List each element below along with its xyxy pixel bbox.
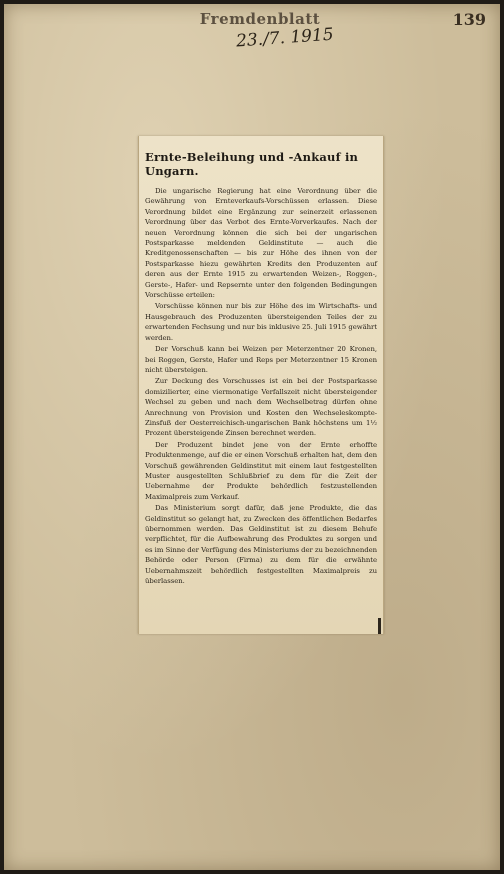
article-title: Ernte-Beleihung und -Ankauf in Ungarn. <box>145 150 359 178</box>
column-edge-mark <box>378 618 381 634</box>
article-paragraph: Die ungarische Regierung hat eine Verordnung über die Gewährung von Ernteverkaufs-Vorschüssen erlassen. Diese Verordnung bildet eine Ergänzung zur seinerzeit erlassenen Verordnung über das Verbot des Ernte-Vorverkaufes. Nach der neuen Verordnung können die sich bei der ungarischen Postsparkasse meldenden Geldinstitute — auch die Kreditgenossenschaften — bis zur Höhe des ihnen von der Postsparkasse hiezu gewährten Kredits den Produzenten auf deren aus der Ernte 1915 zu erwartenden Weizen-, Roggen-, Gerste-, Hafer- und Repsernte unter den folgenden Bedingungen Vorschüsse erteilen: <box>145 187 377 300</box>
article-paragraph: Der Vorschuß kann bei Weizen per Meterzentner 20 Kronen, bei Roggen, Gerste, Hafer und Reps per Meterzentner 15 Kronen nicht übersteigen. <box>145 345 377 374</box>
archive-page <box>4 4 500 870</box>
newspaper-masthead: Fremdenblatt <box>199 10 321 28</box>
article-paragraph: Zur Deckung des Vorschusses ist ein bei der Postsparkasse domizilierter, eine viermonatige Verfallszeit nicht übersteigender Wechsel zu geben und nach dem Wechselbetrag dürfen ohne Anrechnung von Provision und Kosten den Wechseleskompte-Zinsfuß der Oesterreichisch-ungarischen Bank höchstens um 1½ Prozent übersteigende Zinsen berechnet werden. <box>145 377 377 438</box>
newspaper-clipping <box>138 136 384 634</box>
handwritten-date: 23./7. 1915 <box>235 24 335 52</box>
page-number: 139 <box>452 10 486 29</box>
article-paragraph: Das Ministerium sorgt dafür, daß jene Produkte, die das Geldinstitut so gelangt hat, zu Zwecken des öffentlichen Bedarfes übernommen werden. Das Geldinstitut ist zu diesem Behufe verpflichtet, für die Aufbewahrung des Produktes zu sorgen und es im Sinne der Verfügung des Ministeriums der zu bezeichnenden Behörde oder Person (Firma) zu dem für die erwähnte Uebernahmszeit behördlich festgestellten Maximalpreis zu überlassen. <box>145 504 377 586</box>
article-paragraph: Vorschüsse können nur bis zur Höhe des im Wirtschafts- und Hausgebrauch des Produzenten übersteigenden Teiles der zu erwartenden Fechsung und nur bis inklusive 25. Juli 1915 gewährt werden. <box>145 302 377 342</box>
article-body <box>139 186 383 586</box>
article-paragraph: Der Produzent bindet jene von der Ernte erhoffte Produktenmenge, auf die er einen Vorschuß erhalten hat, dem den Vorschuß gewährenden Geldinstitut mit einem laut festgestellten Muster ausgestellten Schlußbrief zu dem für die Zeit der Uebernahme der Produkte behördlich festzustellenden Maximalpreis zum Verkauf. <box>145 440 377 501</box>
